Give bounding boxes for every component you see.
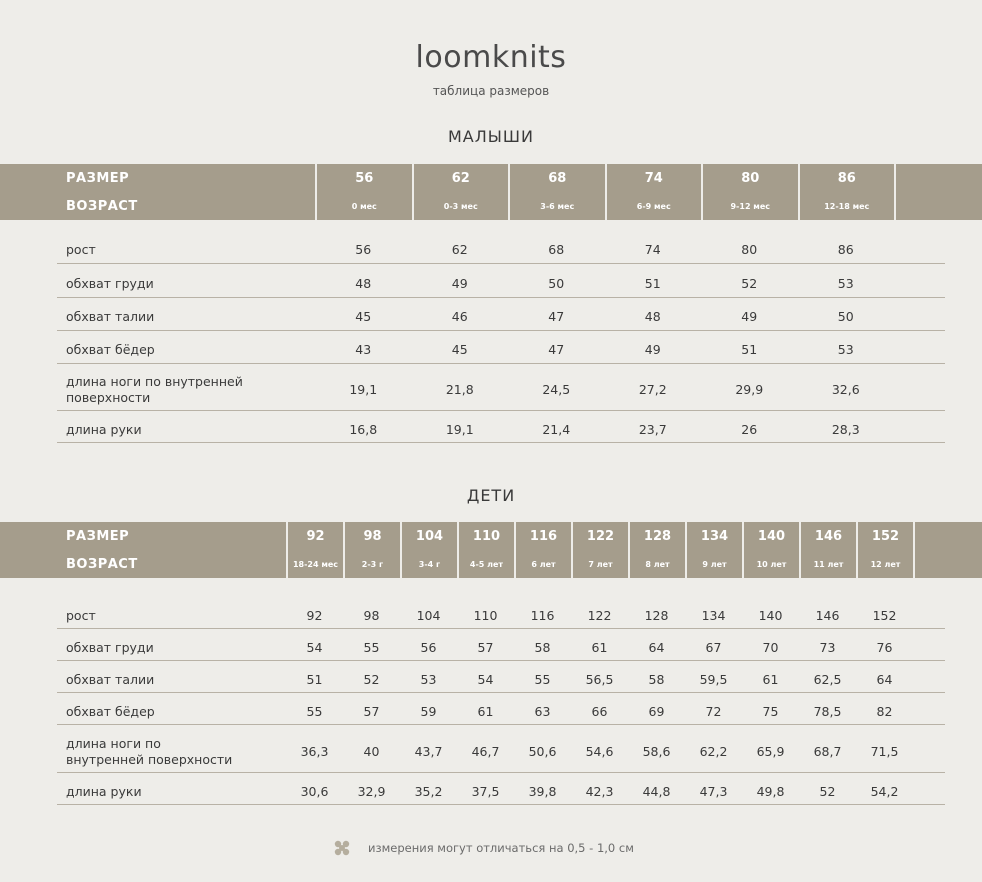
cell-value: 58 [648,671,665,687]
cell-value: 55 [306,703,323,719]
cell-value: 62,5 [813,671,842,687]
size-header-band [0,164,982,192]
table-row [57,418,945,443]
table-row [57,336,945,364]
cell-value: 46,7 [471,743,500,759]
cell-value: 76 [876,639,893,655]
age-header-label: ВОЗРАСТ [66,198,138,214]
cell-value: 63 [534,703,551,719]
cell-value: 59,5 [699,671,728,687]
footnote [334,840,634,856]
cell-value: 116 [530,607,555,623]
cell-value: 86 [837,241,854,257]
cell-value: 27,2 [638,381,667,397]
size-value: 62 [412,164,509,192]
table-row [57,635,945,661]
row-label-line: рост [66,607,96,623]
cell-value: 43 [355,341,372,357]
cell-value: 49 [451,275,468,291]
cell-value: 152 [872,607,897,623]
row-label-line: поверхности [66,389,151,405]
page-subtitle: таблица размеров [432,84,550,98]
section-title: ДЕТИ [466,486,516,505]
age-value: 2-3 г [343,550,400,578]
size-value: 68 [508,164,605,192]
age-value: 10 лет [742,550,799,578]
cell-value: 28,3 [831,422,860,437]
cell-value: 92 [306,607,323,623]
cell-value: 64 [648,639,665,655]
cell-value: 75 [762,703,779,719]
cell-value: 30,6 [300,784,329,799]
cell-value: 29,9 [735,381,764,397]
row-label [66,736,232,768]
cell-value: 61 [477,703,494,719]
cell-value: 51 [741,341,758,357]
cell-value: 74 [644,241,661,257]
cell-value: 45 [355,308,372,324]
age-value: 4-5 лет [457,550,514,578]
size-value: 110 [457,522,514,550]
size-header-band [0,522,982,550]
table-row [57,699,945,725]
cell-value: 35,2 [414,784,443,799]
section-title: МАЛЫШИ [448,127,534,146]
age-value: 12 лет [856,550,913,578]
size-value: 146 [799,522,856,550]
age-header-label: ВОЗРАСТ [66,556,138,572]
cell-value: 42,3 [585,784,614,799]
cell-value: 40 [363,743,380,759]
row-label [66,704,155,720]
cell-value: 52 [363,671,380,687]
row-label-line: обхват талии [66,671,155,687]
band-trailing-cell [913,550,981,578]
cell-value: 57 [477,639,494,655]
row-label-line: обхват груди [66,275,154,291]
cell-value: 146 [815,607,840,623]
age-value: 12-18 мес [798,192,895,220]
row-label [66,374,243,406]
footnote-text: измерения могут отличаться на 0,5 - 1,0 см [368,841,634,855]
cell-value: 104 [416,607,441,623]
cell-value: 134 [701,607,726,623]
age-value: 0-3 мес [412,192,509,220]
age-value: 6 лет [514,550,571,578]
cell-value: 51 [306,671,323,687]
cell-value: 54,2 [870,784,899,799]
cell-value: 52 [819,784,836,799]
age-value: 6-9 мес [605,192,702,220]
table-row [57,369,945,411]
cell-value: 62,2 [699,743,728,759]
size-value: 92 [286,522,343,550]
size-value: 134 [685,522,742,550]
cell-value: 69 [648,703,665,719]
cell-value: 70 [762,639,779,655]
size-value: 122 [571,522,628,550]
cell-value: 53 [837,275,854,291]
table-row [57,780,945,805]
cell-value: 72 [705,703,722,719]
cell-value: 61 [591,639,608,655]
row-label [66,276,154,292]
cell-value: 47 [548,308,565,324]
cell-value: 46 [451,308,468,324]
table-row [57,731,945,773]
cell-value: 54,6 [585,743,614,759]
cell-value: 62 [451,241,468,257]
cell-value: 67 [705,639,722,655]
cell-value: 65,9 [756,743,785,759]
row-label-line: длина ноги по внутренней [66,373,243,389]
cell-value: 44,8 [642,784,671,799]
size-value: 86 [798,164,895,192]
row-label-line: обхват бёдер [66,703,155,719]
age-value: 8 лет [628,550,685,578]
band-trailing-cell [894,164,982,192]
cell-value: 52 [741,275,758,291]
row-label-line: длина руки [66,784,142,799]
cell-value: 48 [644,308,661,324]
size-value: 56 [315,164,412,192]
cell-value: 128 [644,607,669,623]
table-row [57,270,945,298]
brand-logo: loomknits [415,40,567,75]
cell-value: 54 [306,639,323,655]
row-label [66,242,96,258]
row-label-line: обхват талии [66,308,155,324]
cell-value: 21,8 [445,381,474,397]
cell-value: 53 [420,671,437,687]
cell-value: 55 [534,671,551,687]
cell-value: 47,3 [699,784,728,799]
cell-value: 50,6 [528,743,557,759]
cell-value: 48 [355,275,372,291]
size-value: 104 [400,522,457,550]
cell-value: 24,5 [542,381,571,397]
size-header-label: РАЗМЕР [66,528,130,544]
cell-value: 98 [363,607,380,623]
cell-value: 57 [363,703,380,719]
cell-value: 58 [534,639,551,655]
table-row [57,667,945,693]
age-value: 7 лет [571,550,628,578]
age-value: 9-12 мес [701,192,798,220]
cell-value: 49,8 [756,784,785,799]
size-header-label: РАЗМЕР [66,170,130,186]
age-value: 3-6 мес [508,192,605,220]
cell-value: 45 [451,341,468,357]
size-value: 116 [514,522,571,550]
age-value: 18-24 мес [286,550,343,578]
row-label [66,640,154,656]
cell-value: 43,7 [414,743,443,759]
cell-value: 55 [363,639,380,655]
cell-value: 122 [587,607,612,623]
cell-value: 140 [758,607,783,623]
size-value: 140 [742,522,799,550]
cell-value: 32,9 [357,784,386,799]
size-value: 80 [701,164,798,192]
cell-value: 51 [644,275,661,291]
cell-value: 19,1 [445,422,474,437]
table-row [57,236,945,264]
cell-value: 23,7 [638,422,667,437]
cell-value: 50 [837,308,854,324]
cell-value: 56 [420,639,437,655]
row-label [66,672,154,688]
row-label [66,309,154,325]
age-value: 9 лет [685,550,742,578]
age-value: 3-4 г [400,550,457,578]
cell-value: 80 [741,241,758,257]
cell-value: 49 [741,308,758,324]
age-header-band [0,192,982,220]
cell-value: 68,7 [813,743,842,759]
cell-value: 66 [591,703,608,719]
band-trailing-cell [913,522,981,550]
cell-value: 53 [837,341,854,357]
cell-value: 36,3 [300,743,329,759]
size-value: 74 [605,164,702,192]
size-value: 98 [343,522,400,550]
cell-value: 39,8 [528,784,557,799]
size-value: 128 [628,522,685,550]
cell-value: 58,6 [642,743,671,759]
cell-value: 56 [355,241,372,257]
cell-value: 21,4 [542,422,571,437]
cell-value: 64 [876,671,893,687]
cell-value: 26 [741,422,758,437]
cell-value: 78,5 [813,703,842,719]
row-label-line: рост [66,241,96,257]
cell-value: 68 [548,241,565,257]
age-header-band [0,550,982,578]
row-label-line: обхват бёдер [66,341,155,357]
cell-value: 56,5 [585,671,614,687]
row-label-line: длина руки [66,422,142,437]
cell-value: 49 [644,341,661,357]
row-label [66,608,96,624]
row-label [66,784,142,800]
cell-value: 82 [876,703,893,719]
row-label [66,342,155,358]
age-value: 11 лет [799,550,856,578]
table-row [57,303,945,331]
cell-value: 73 [819,639,836,655]
cell-value: 19,1 [349,381,378,397]
row-label-line: длина ноги по [66,735,161,751]
cell-value: 16,8 [349,422,378,437]
size-value: 152 [856,522,913,550]
cross-mark-icon [334,840,350,856]
row-label [66,422,142,438]
cell-value: 50 [548,275,565,291]
cell-value: 61 [762,671,779,687]
age-value: 0 мес [315,192,412,220]
cell-value: 37,5 [471,784,500,799]
row-label-line: обхват груди [66,639,154,655]
cell-value: 110 [473,607,498,623]
cell-value: 32,6 [831,381,860,397]
cell-value: 47 [548,341,565,357]
cell-value: 71,5 [870,743,899,759]
table-row [57,603,945,629]
band-trailing-cell [894,192,982,220]
cell-value: 59 [420,703,437,719]
row-label-line: внутренней поверхности [66,751,233,767]
cell-value: 54 [477,671,494,687]
